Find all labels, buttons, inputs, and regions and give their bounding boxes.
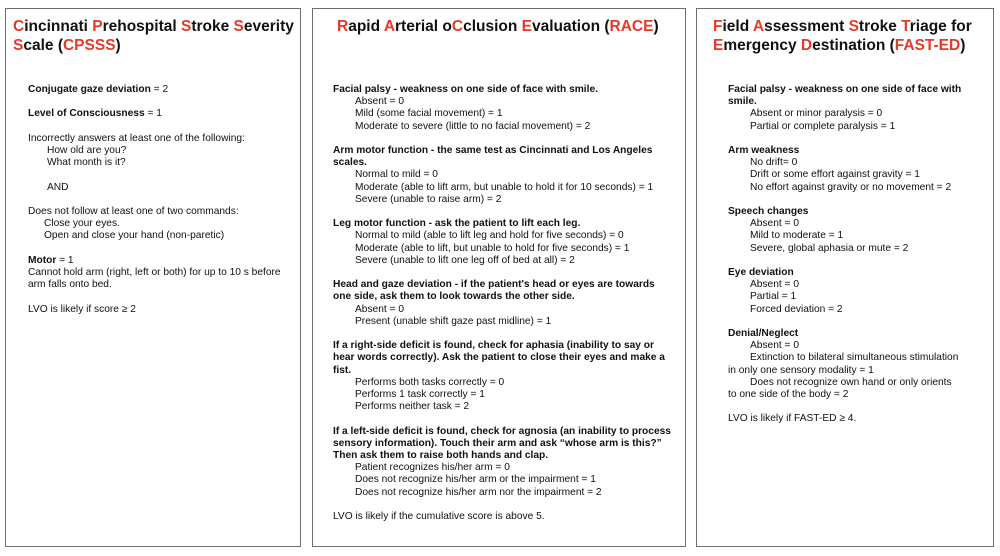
question-item: How old are you? [47,144,127,156]
motor-desc: arm falls onto bed. [28,279,112,291]
score-item: Partial = 1 [750,291,797,303]
commands-intro: Does not follow at least one of two commands: [28,205,239,217]
gaze-line: Conjugate gaze deviation = 2 [28,84,169,95]
section-heading: If a right-side deficit is found, check for aphasia (inability to say or [333,340,654,352]
score-item: No effort against gravity or no movement = 2 [750,181,952,193]
score-item: Absent = 0 [750,218,799,230]
race-card [312,8,686,547]
score-item: Does not recognize his/her arm nor the impairment = 2 [355,486,602,498]
score-item: Mild (some facial movement) = 1 [355,108,503,120]
score-item: Moderate (able to lift arm, but unable to hold it for 10 seconds) = 1 [355,181,654,193]
section-heading: Head and gaze deviation - if the patient's head or eyes are towards [333,279,655,291]
score-item: Mild to moderate = 1 [750,230,844,242]
score-item: Partial or complete paralysis = 1 [750,120,896,132]
score-item: Absent = 0 [355,303,404,315]
section-heading: sensory information). Touch their arm and ask “whose arm is this?” [333,437,662,449]
questions-intro: Incorrectly answers at least one of the following: [28,132,245,144]
race-title: Rapid Arterial oCclusion Evaluation (RACE) [337,18,659,35]
fasted-content [728,84,992,426]
section-heading: one side, ask them to look towards the other side. [333,291,575,303]
score-item: Absent = 0 [750,340,799,352]
section-heading: smile. [728,96,757,108]
lvo-line: LVO is likely if score ≥ 2 [28,303,136,315]
score-item: Absent = 0 [355,96,404,108]
score-item: Extinction to bilateral simultaneous stimulation [750,352,959,364]
section-heading: Speech changes [728,206,809,217]
cpsss-title: Cincinnati Prehospital Stroke Severity Scale (CPSSS) [13,18,294,54]
score-item: Performs both tasks correctly = 0 [355,376,505,388]
cpsss-card [5,8,301,547]
fasted-card [696,8,994,547]
question-item: What month is it? [47,157,126,169]
lvo-line: LVO is likely if FAST-ED ≥ 4. [728,413,857,425]
section-heading: fist. [333,364,352,376]
score-item: Severe (unable to raise arm) = 2 [355,193,502,205]
score-item: Normal to mild = 0 [355,169,438,181]
section-heading: Arm motor function - the same test as Cincinnati and Los Angeles [333,145,653,156]
section-heading: Denial/Neglect [728,328,799,339]
score-item: Severe (unable to lift one leg off of bed at all) = 2 [355,254,575,266]
score-item: No drift= 0 [750,157,798,169]
lvo-line: LVO is likely if the cumulative score is above 5. [333,511,545,523]
score-item: Patient recognizes his/her arm = 0 [355,462,510,474]
section-heading: Leg motor function - ask the patient to lift each leg. [333,218,581,230]
score-item: Absent = 0 [750,279,799,291]
score-item: Moderate to severe (little to no facial movement) = 2 [355,120,591,132]
score-item: Present (unable shift gaze past midline) = 1 [355,315,552,327]
score-item-cont: to one side of the body = 2 [728,389,849,401]
score-item: Does not recognize his/her arm or the impairment = 1 [355,474,596,486]
score-item: Performs neither task = 2 [355,401,470,413]
score-item: Forced deviation = 2 [750,303,843,315]
section-heading: Then ask them to raise both hands and clap. [333,450,549,462]
and-label: AND [47,181,69,193]
motor-desc: Cannot hold arm (right, left or both) for up to 10 s before [28,266,281,278]
fasted-title: Field Assessment Stroke Triage for Emergency Destination (FAST-ED) [713,18,972,54]
section-heading: hear words correctly). Ask the patient to close their eyes and make a [333,352,665,364]
section-heading: scales. [333,157,367,169]
loc-line: Level of Consciousness = 1 [28,108,162,120]
score-item: Absent or minor paralysis = 0 [750,108,883,120]
score-item: Normal to mild (able to lift leg and hold for five seconds) = 0 [355,230,624,242]
score-item-cont: in only one sensory modality = 1 [728,364,874,376]
section-heading: Arm weakness [728,145,800,156]
motor-line: Motor = 1 [28,254,74,266]
score-item: Does not recognize own hand or only orients [750,376,952,388]
section-heading: Facial palsy - weakness on one side of face with smile. [333,84,598,95]
command-item: Close your eyes. [44,218,120,230]
score-item: Severe, global aphasia or mute = 2 [750,242,909,254]
section-heading: If a left-side deficit is found, check for agnosia (an inability to process [333,425,671,437]
score-item: Drift or some effort against gravity = 1 [750,169,920,181]
score-item: Performs 1 task correctly = 1 [355,389,485,401]
command-item: Open and close your hand (non-paretic) [44,230,225,242]
race-content [333,84,683,523]
section-heading: Eye deviation [728,267,794,278]
section-heading: Facial palsy - weakness on one side of face with [728,84,962,95]
score-item: Moderate (able to lift, but unable to hold for five seconds) = 1 [355,242,630,254]
cpsss-content [28,84,296,316]
